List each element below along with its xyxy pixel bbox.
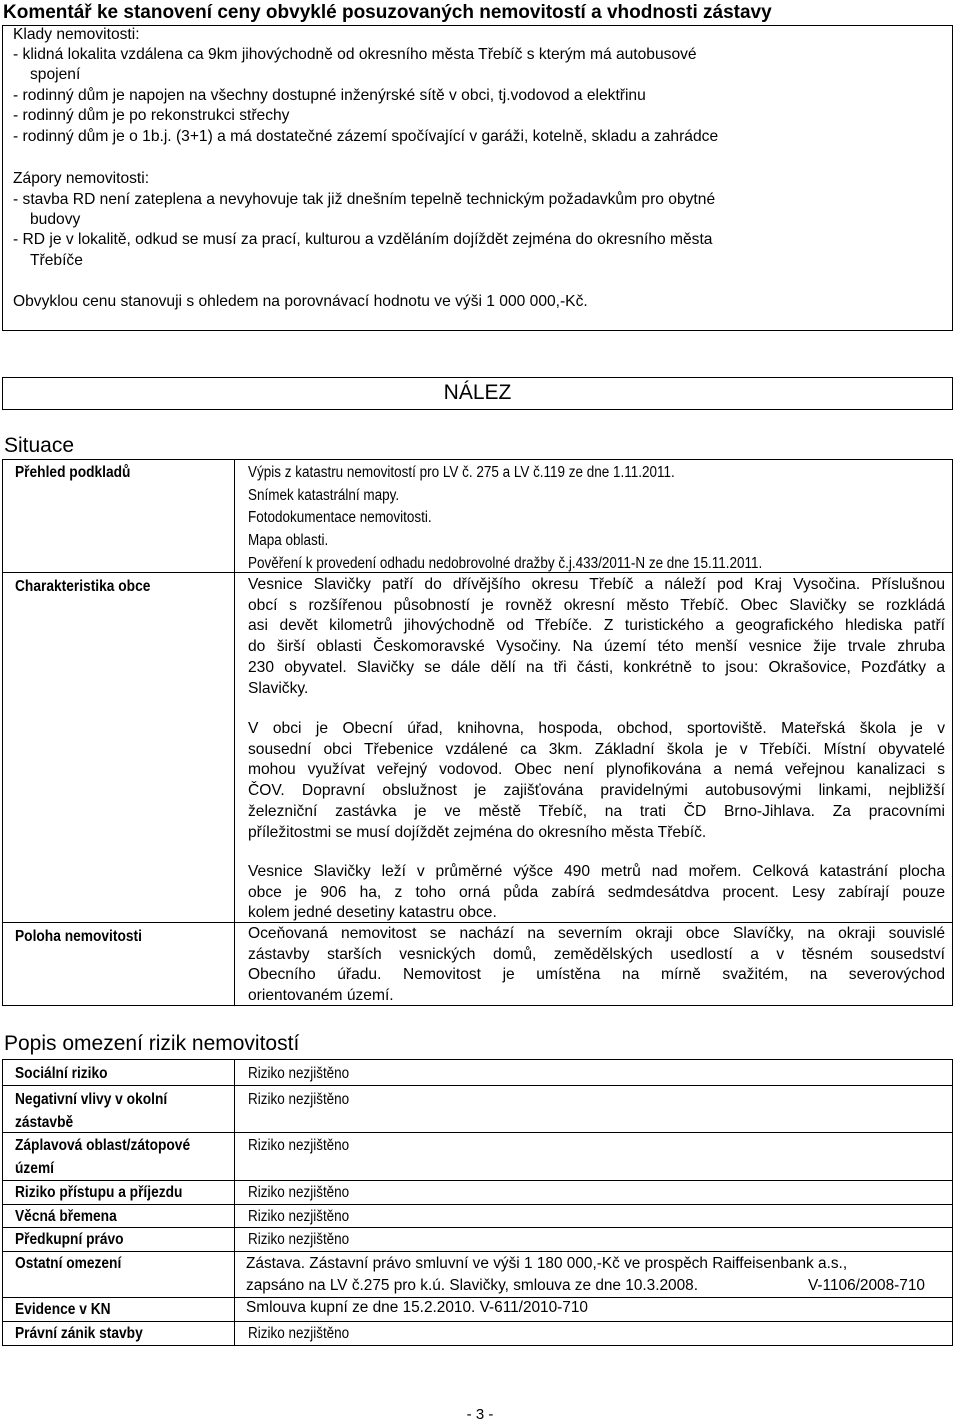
comment-line: - rodinný dům je o 1b.j. (3+1) a má dostatečné zázemí spočívající v garáži, kotelně, skladu a zahrádce [13, 128, 719, 145]
text-line: ČOV. Dopravní obslužnost je zajišťována pravidelnými autobusovými linkami, nejbližší [248, 782, 945, 800]
text-line: zástavby starších vesnických domů, zemědělských usedlostí a v těsném sousedství [248, 945, 945, 963]
risk-label: Věcná břemena [15, 1208, 117, 1225]
text-line: asi devět kilometrů jihovýchodně od Třebíče. Z turistického a geografického hlediska patří [248, 617, 945, 635]
risk-label: Sociální riziko [15, 1065, 108, 1082]
risk-value: Riziko nezjištěno [248, 1325, 350, 1342]
comment-line: Obvyklou cenu stanovuji s ohledem na porovnávací hodnotu ve výši 1 000 000,-Kč. [13, 293, 588, 310]
comment-line: - klidná lokalita vzdálena ca 9km jihovýchodně od okresního města Třebíč s kterým má autobusové [13, 46, 697, 63]
comment-line: budovy [30, 211, 81, 228]
text-line: Slavičky. [248, 679, 309, 697]
comment-line: Zápory nemovitosti: [13, 170, 150, 187]
row-divider [3, 1132, 952, 1133]
situace-table [2, 459, 953, 1006]
risk-value: Riziko nezjištěno [248, 1208, 350, 1225]
text-line: kolem jedné desetiny katastru obce. [248, 904, 497, 922]
comment-line: spojení [30, 66, 81, 83]
prehled-item: Snímek katastrální mapy. [248, 487, 400, 504]
text-line: Oceňovaná nemovitost se nachází na severním okraji obce Slavíčky, na okraji souvislé [248, 925, 945, 942]
poloha-paragraph [248, 924, 945, 1007]
text-line: sousední obci Třebenice vzdálené ca 3km. Základní škola je v Třebíči. Místní obyvatelé [248, 740, 945, 758]
prehled-label: Přehled podkladů [15, 464, 131, 481]
text-line: 230 obyvatel. Slavičky se dále dělí na tři části, konkrétně to jsou: Okrašovice, Pozďátky a [248, 658, 945, 676]
text-line: do širší oblasti Českomoravské Vysočiny. Na území této menší vesnice žije trvale zhruba [248, 638, 945, 656]
risk-label: Negativní vlivy v okolní [15, 1091, 168, 1108]
risk-value: Riziko nezjištěno [248, 1065, 350, 1082]
risk-label: Ostatní omezení [15, 1255, 122, 1272]
obec-paragraph-1 [248, 575, 945, 699]
comment-line: Třebíče [30, 252, 83, 269]
obec-paragraph-3 [248, 862, 945, 924]
risk-value: Riziko nezjištěno [248, 1184, 350, 1201]
prehled-item: Pověření k provedení odhadu nedobrovolné dražby č.j.433/2011-N ze dne 15.11.2011. [248, 555, 763, 572]
text-line: Vesnice Slavičky patří do dřívějšího okresu Třebíč a náleží pod Kraj Vysočina. Příslušnou [248, 576, 945, 593]
comment-line: - stavba RD není zateplena a nevyhovuje tak již dnešním tepelně technickým požadavkům pro obytné [13, 191, 716, 208]
text-line: příležitostmi se musí dojíždět zejména do okresního města Třebíč. [248, 823, 707, 841]
nalez-box [2, 377, 953, 410]
risk-value: Riziko nezjištěno [248, 1231, 350, 1248]
comment-box [2, 25, 953, 331]
text-line: V obci je Obecní úřad, knihovna, hospoda, obchod, sportoviště. Mateřská škola je v [248, 720, 945, 737]
risk-value: Riziko nezjištěno [248, 1091, 350, 1108]
obec-label: Charakteristika obce [15, 578, 151, 595]
risk-label: Riziko přístupu a příjezdu [15, 1184, 183, 1201]
prehled-item: Fotodokumentace nemovitosti. [248, 509, 432, 526]
text-line: obce je 906 ha, z toho orná půda zabírá sedmdesátdva procent. Lesy zabírají pouze [248, 883, 945, 901]
risk-value: Riziko nezjištěno [248, 1137, 350, 1154]
poloha-label: Poloha nemovitosti [15, 928, 142, 945]
text-line: železniční zastávka je ve městě Třebíč, na trati ČD Brno-Jihlava. Za pracovními [248, 802, 945, 820]
prehled-item: Mapa oblasti. [248, 532, 329, 549]
row-divider [3, 1251, 952, 1252]
risk-label: Záplavová oblast/zátopové [15, 1137, 191, 1154]
text-line: mohou využívat veřejný vodovod. Obec není plynofikována a nemá veřejnou kanalizaci s [248, 761, 945, 779]
situace-title: Situace [4, 434, 75, 457]
row-divider [3, 1321, 952, 1322]
row-divider [3, 1227, 952, 1228]
risk-value: zapsáno na LV č.275 pro k.ú. Slavičky, smlouva ze dne 10.3.2008. [246, 1277, 699, 1294]
risk-value: Smlouva kupní ze dne 15.2.2010. V-611/2010-710 [246, 1299, 588, 1316]
risk-label: Evidence v KN [15, 1301, 111, 1318]
column-divider [234, 1060, 235, 1345]
comment-line: - rodinný dům je napojen na všechny dostupné inženýrské sítě v obci, tj.vodovod a elektřinu [13, 87, 646, 104]
text-line: Vesnice Slavičky leží v průměrné výšce 490 metrů nad mořem. Celková katastrání plocha [248, 863, 945, 880]
risk-label: Předkupní právo [15, 1231, 124, 1248]
row-divider [3, 1085, 952, 1086]
section-heading: Komentář ke stanovení ceny obvyklé posuzovaných nemovitostí a vhodnosti zástavy [3, 2, 772, 23]
prehled-item: Výpis z katastru nemovitostí pro LV č. 275 a LV č.119 ze dne 1.11.2011. [248, 464, 675, 481]
obec-paragraph-2 [248, 719, 945, 843]
comment-line: Klady nemovitosti: [13, 26, 140, 43]
risk-value: V-1106/2008-710 [808, 1277, 925, 1294]
column-divider [234, 460, 235, 1005]
text-line: orientovaném území. [248, 987, 394, 1005]
comment-line: - RD je v lokalitě, odkud se musí za prací, kulturou a vzděláním dojíždět zejména do okresního města [13, 231, 713, 248]
text-line: obcí s rozšířenou působností je rovněž okresní město Třebíč. Obec Slavičky se rozkládá [248, 596, 945, 614]
risk-label: zástavbě [15, 1114, 74, 1131]
rizika-title: Popis omezení rizik nemovitostí [4, 1032, 300, 1055]
page-number: - 3 - [466, 1406, 494, 1423]
risk-label: Právní zánik stavby [15, 1325, 143, 1342]
rizika-table [2, 1059, 953, 1346]
risk-value: Zástava. Zástavní právo smluvní ve výši 1 180 000,-Kč ve prospěch Raiffeisenbank a.s., [246, 1255, 848, 1272]
risk-label: území [15, 1160, 54, 1177]
row-divider [3, 1204, 952, 1205]
comment-line: - rodinný dům je po rekonstrukci střechy [13, 107, 290, 124]
text-line: Obecního úřadu. Nemovitost je umístěna na mírně svažitém, na severovýchod [248, 966, 945, 984]
nalez-title: NÁLEZ [443, 381, 512, 404]
